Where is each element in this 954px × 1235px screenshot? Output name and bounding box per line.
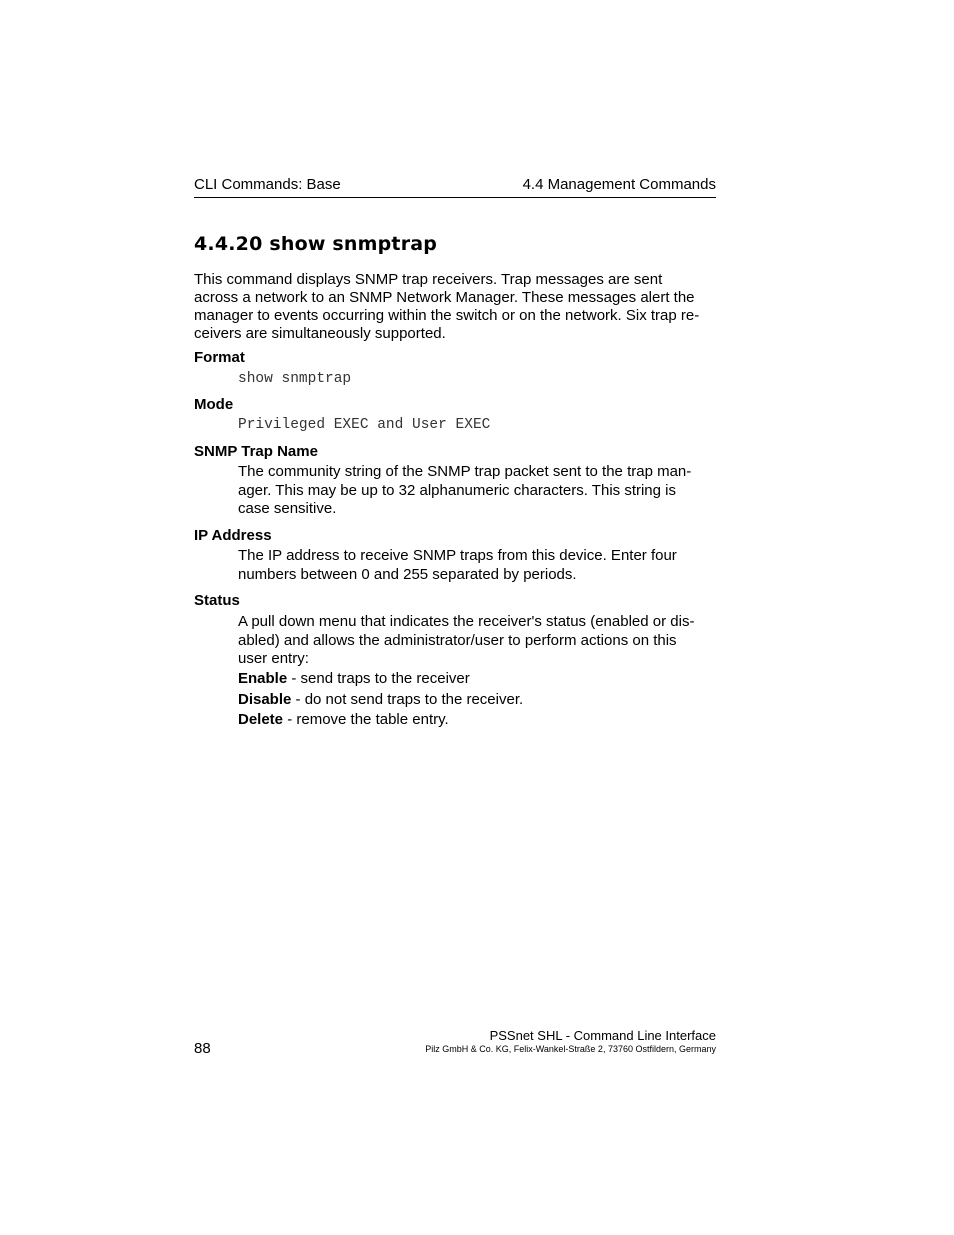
desc-line: A pull down menu that indicates the receiver's status (enabled or dis- bbox=[238, 613, 695, 630]
option-name: Disable bbox=[238, 691, 292, 708]
intro-line: manager to events occurring within the switch or on the network. Six trap re- bbox=[194, 307, 700, 324]
desc-line: user entry: bbox=[238, 650, 309, 667]
footer-address: Pilz GmbH & Co. KG, Felix-Wankel-Straße 2, 73760 Ostfildern, Germany bbox=[425, 1044, 716, 1054]
desc-line: case sensitive. bbox=[238, 500, 337, 517]
desc-line: ager. This may be up to 32 alphanumeric characters. This string is bbox=[238, 481, 676, 499]
ip-address-label: IP Address bbox=[194, 527, 272, 544]
status-option-delete bbox=[238, 711, 449, 728]
option-name: Delete bbox=[238, 711, 284, 728]
format-code: show snmptrap bbox=[238, 371, 352, 387]
page-number: 88 bbox=[194, 1040, 211, 1057]
running-header bbox=[194, 175, 716, 198]
mode-code: Privileged EXEC and User EXEC bbox=[238, 417, 491, 433]
desc-line: The IP address to receive SNMP traps from this device. Enter four bbox=[238, 547, 677, 564]
intro-paragraph bbox=[194, 271, 716, 343]
snmp-trap-name-description bbox=[238, 463, 716, 519]
mode-label: Mode bbox=[194, 396, 234, 413]
desc-line: numbers between 0 and 255 separated by periods. bbox=[238, 565, 577, 583]
document-page bbox=[194, 0, 716, 1235]
header-section: 4.4 Management Commands bbox=[522, 176, 716, 193]
option-name: Enable bbox=[238, 670, 288, 687]
snmp-trap-name-label: SNMP Trap Name bbox=[194, 443, 318, 460]
option-text: - remove the table entry. bbox=[283, 711, 449, 728]
status-description bbox=[238, 613, 716, 669]
option-text: - do not send traps to the receiver. bbox=[291, 691, 524, 708]
section-title: 4.4.20 show snmptrap bbox=[194, 233, 438, 255]
status-label: Status bbox=[194, 592, 240, 609]
desc-line: The community string of the SNMP trap packet sent to the trap man- bbox=[238, 463, 692, 480]
intro-line: This command displays SNMP trap receivers. Trap messages are sent bbox=[194, 271, 663, 288]
intro-line: ceivers are simultaneously supported. bbox=[194, 325, 446, 342]
status-option-disable bbox=[238, 691, 523, 708]
format-label: Format bbox=[194, 349, 245, 366]
desc-line: abled) and allows the administrator/user to perform actions on this bbox=[238, 631, 677, 649]
option-text: - send traps to the receiver bbox=[287, 670, 470, 687]
footer-title: PSSnet SHL - Command Line Interface bbox=[489, 1028, 716, 1043]
status-option-enable bbox=[238, 670, 470, 687]
intro-line: across a network to an SNMP Network Manager. These messages alert the bbox=[194, 289, 695, 306]
ip-address-description bbox=[238, 547, 716, 584]
header-chapter: CLI Commands: Base bbox=[194, 176, 341, 193]
